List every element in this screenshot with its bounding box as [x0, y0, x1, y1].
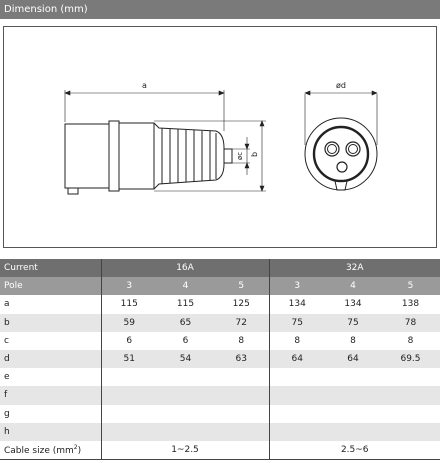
- table-cell: [157, 368, 214, 386]
- table-cell: [381, 368, 440, 386]
- table-cell: [269, 405, 325, 423]
- cable-size-label-sup: 2: [73, 443, 78, 451]
- pole-label: Pole: [0, 277, 101, 295]
- plug-cable: [224, 149, 232, 163]
- table-cell: 134: [325, 295, 381, 313]
- table-cell: [269, 368, 325, 386]
- table-row: [0, 368, 440, 386]
- section-title: Dimension (mm): [0, 0, 440, 19]
- table-cell: 63: [214, 350, 269, 368]
- table-cell: 125: [214, 295, 269, 313]
- table-cell: [325, 423, 381, 441]
- table-row: [0, 405, 440, 423]
- row-label: g: [0, 405, 101, 423]
- group-16a: 16A: [101, 259, 269, 277]
- row-label: a: [0, 295, 101, 313]
- table-cell: 69.5: [381, 350, 440, 368]
- dim-a-label: a: [142, 81, 147, 90]
- pole-cell: 3: [269, 277, 325, 295]
- table-row: [0, 314, 440, 332]
- table-cell: [214, 368, 269, 386]
- row-label: f: [0, 386, 101, 404]
- cable-size-16a: 1~2.5: [101, 441, 269, 459]
- table-cell: [381, 405, 440, 423]
- table-cell: 134: [269, 295, 325, 313]
- table-cell: 59: [101, 314, 157, 332]
- table-cell: 8: [214, 332, 269, 350]
- table-cell: 54: [157, 350, 214, 368]
- front-inner-ring: [314, 127, 368, 181]
- table-cell: 115: [101, 295, 157, 313]
- table-cell: [214, 405, 269, 423]
- cable-size-label-end: ): [77, 445, 82, 456]
- dim-c-label: øc: [236, 151, 244, 160]
- current-row: [0, 259, 440, 277]
- table-cell: 8: [381, 332, 440, 350]
- table-cell: [101, 368, 157, 386]
- table-cell: [157, 405, 214, 423]
- plug-foot: [68, 188, 78, 194]
- row-label: c: [0, 332, 101, 350]
- front-outer-ring: [305, 118, 377, 190]
- table-cell: 6: [157, 332, 214, 350]
- table-cell: 138: [381, 295, 440, 313]
- pole-cell: 5: [381, 277, 440, 295]
- table-row: [0, 386, 440, 404]
- table-cell: 72: [214, 314, 269, 332]
- table-cell: 115: [157, 295, 214, 313]
- group-32a: 32A: [269, 259, 440, 277]
- dimension-drawing: [3, 26, 437, 248]
- current-label: Current: [0, 259, 101, 277]
- plug-grip: [119, 123, 224, 189]
- table-cell: 65: [157, 314, 214, 332]
- table-cell: [269, 423, 325, 441]
- table-cell: [325, 386, 381, 404]
- cable-size-label: [0, 441, 101, 459]
- table-cell: 51: [101, 350, 157, 368]
- dimension-table: [0, 259, 440, 460]
- table-cell: [381, 423, 440, 441]
- row-label: d: [0, 350, 101, 368]
- table-cell: [269, 386, 325, 404]
- plug-collar: [109, 121, 119, 191]
- table-cell: 75: [269, 314, 325, 332]
- table-cell: 75: [325, 314, 381, 332]
- table-cell: [101, 386, 157, 404]
- table-cell: [157, 386, 214, 404]
- table-cell: 78: [381, 314, 440, 332]
- table-row: [0, 295, 440, 313]
- table-cell: [214, 386, 269, 404]
- dim-d-label: ød: [336, 81, 346, 90]
- row-label: b: [0, 314, 101, 332]
- pole-cell: 4: [325, 277, 381, 295]
- row-label: e: [0, 368, 101, 386]
- table-cell: [381, 386, 440, 404]
- table-cell: 8: [269, 332, 325, 350]
- table-cell: 8: [325, 332, 381, 350]
- table-cell: 64: [269, 350, 325, 368]
- table-cell: [214, 423, 269, 441]
- pole-cell: 3: [101, 277, 157, 295]
- pole-cell: 4: [157, 277, 214, 295]
- pole-row: [0, 277, 440, 295]
- table-cell: [325, 368, 381, 386]
- cable-size-row: [0, 441, 440, 459]
- table-cell: [157, 423, 214, 441]
- table-cell: [101, 423, 157, 441]
- dim-b-label: b: [250, 151, 259, 157]
- table-row: [0, 423, 440, 441]
- table-cell: [101, 405, 157, 423]
- table-row: [0, 350, 440, 368]
- pole-cell: 5: [214, 277, 269, 295]
- row-label: h: [0, 423, 101, 441]
- cable-size-label-text: Cable size (mm: [4, 445, 74, 456]
- table-row: [0, 332, 440, 350]
- table-cell: 64: [325, 350, 381, 368]
- table-cell: 6: [101, 332, 157, 350]
- cable-size-32a: 2.5~6: [269, 441, 440, 459]
- table-cell: [325, 405, 381, 423]
- plug-body: [65, 124, 109, 188]
- plug-drawing-svg: [4, 27, 438, 249]
